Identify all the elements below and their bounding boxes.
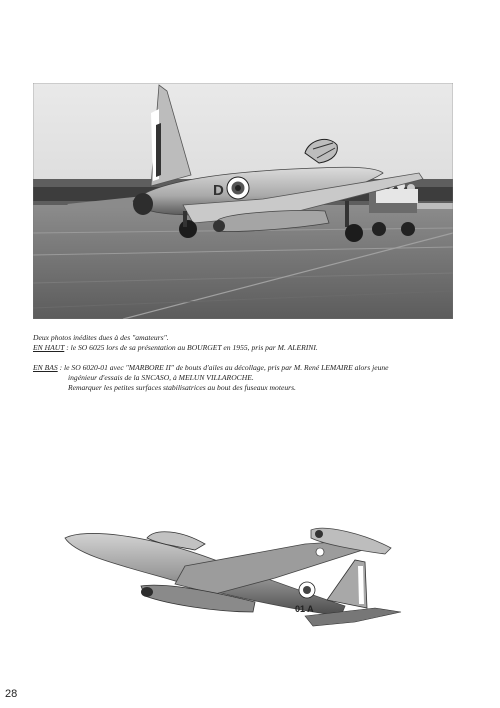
- fuselage-marking-text-bottom: 01 A: [295, 604, 314, 614]
- inflight-aircraft-illustration: [55, 520, 415, 640]
- tarmac-aircraft-illustration: [33, 83, 453, 319]
- fuselage-marking-text: D: [213, 182, 224, 199]
- caption-bottom-line2: ingénieur d'essais de la SNCASO, à MELUN VILLAROCHE.: [68, 373, 254, 382]
- caption-top-text: : le SO 6025 lors de sa présentation au BOURGET en 1955, pris par M. ALERINI.: [64, 343, 318, 352]
- caption-bottom-label: EN BAS: [33, 363, 58, 372]
- caption-bottom-line1: : le SO 6020-01 avec "MARBORE II" de bouts d'ailes au décollage, pris par M. René LEMAIRE alors jeune: [57, 363, 389, 372]
- caption-top-photo: [33, 343, 318, 353]
- caption-top-label: EN HAUT: [33, 343, 65, 352]
- top-photo-aircraft-tarmac: [33, 83, 453, 319]
- caption-bottom-line3: Remarquer les petites surfaces stabilisatrices au bout des fuseaux moteurs.: [68, 383, 296, 392]
- caption-intro: Deux photos inédites dues à des "amateurs".: [33, 333, 169, 342]
- caption-bottom-photo: [33, 363, 389, 393]
- bottom-photo-aircraft-takeoff: [55, 520, 415, 640]
- page-number: 28: [5, 688, 18, 700]
